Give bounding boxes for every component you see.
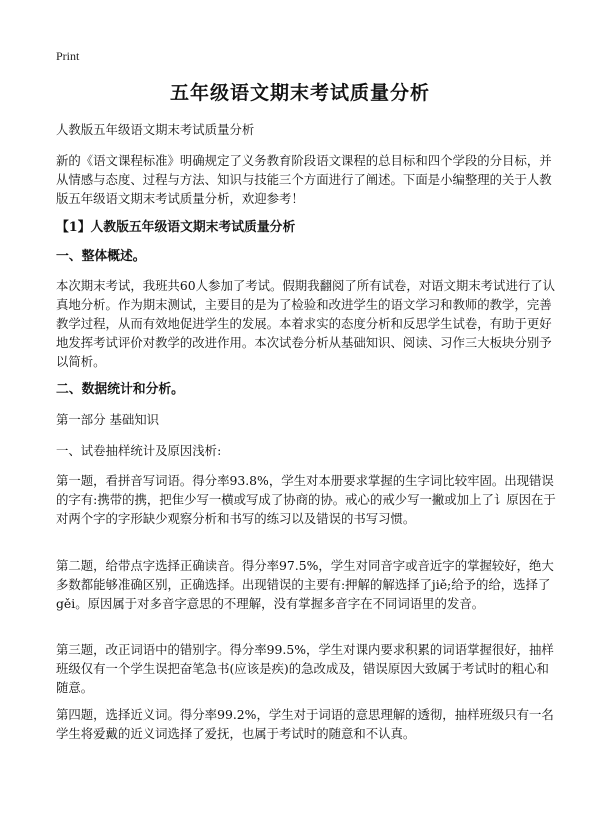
question-two-analysis: 第二题，给带点字选择正确读音。得分率97.5%，学生对同音字或音近字的掌握较好，绝大多数都能够准确区别，正确选择。出现错误的主要有:押解的解选择了jiě;给予的给，选择了gěi。原因属于对多音字意思的不理解，没有掌握多音字在不同词语里的发音。 <box>56 558 554 611</box>
question-one-analysis: 第一题，看拼音写词语。得分率93.8%，学生对本册要求掌握的生字词比较牢固。出现错误的字有:携带的携，把隹少写一横或写成了协商的协。戒心的戒少写一撇或加上了讠原因在于对两个字的字形缺少观察分析和书写的练习以及错误的书写习惯。 <box>56 473 556 526</box>
sample-heading: 一、试卷抽样统计及原因浅析: <box>56 443 222 458</box>
document-title: 五年级语文期末考试质量分析 <box>169 82 430 104</box>
section-title: 【1】人教版五年级语文期末考试质量分析 <box>56 220 296 235</box>
overview-paragraph: 本次期末考试，我班共60人参加了考试。假期我翻阅了所有试卷，对语文期末考试进行了认真地分析。作为期末测试，主要目的是为了检验和改进学生的语文学习和教师的教学，完善教学过程，从而有效地促进学生的发展。本着求实的态度分析和反思学生试卷，有助于更好地发挥考试评价对教学的改进作用。本次试卷分析从基础知识、阅读、习作三大板块分别予以简析。 <box>56 278 556 369</box>
part-one-label: 第一部分 基础知识 <box>56 412 160 427</box>
question-three-analysis: 第三题，改正词语中的错别字。得分率99.5%，学生对课内要求积累的词语掌握很好，抽样班级仅有一个学生误把奋笔急书(应该是疾)的急改成及，错误原因大致属于考试时的粗心和随意。 <box>56 642 554 695</box>
overview-heading: 一、整体概述。 <box>56 249 146 264</box>
print-label: Print <box>56 49 80 63</box>
intro-paragraph: 新的《语文课程标准》明确规定了义务教育阶段语文课程的总目标和四个学段的分目标，并从情感与态度、过程与方法、知识与技能三个方面进行了阐述。下面是小编整理的关于人教版五年级语文期末考试质量分析，欢迎参考！ <box>56 153 552 206</box>
stats-heading: 二、数据统计和分析。 <box>56 382 184 397</box>
document-subtitle: 人教版五年级语文期末考试质量分析 <box>56 122 255 137</box>
question-four-analysis: 第四题，选择近义词。得分率99.2%，学生对于词语的意思理解的透彻，抽样班级只有一名学生将爱戴的近义词选择了爱抚，也属于考试时的随意和不认真。 <box>56 707 554 741</box>
